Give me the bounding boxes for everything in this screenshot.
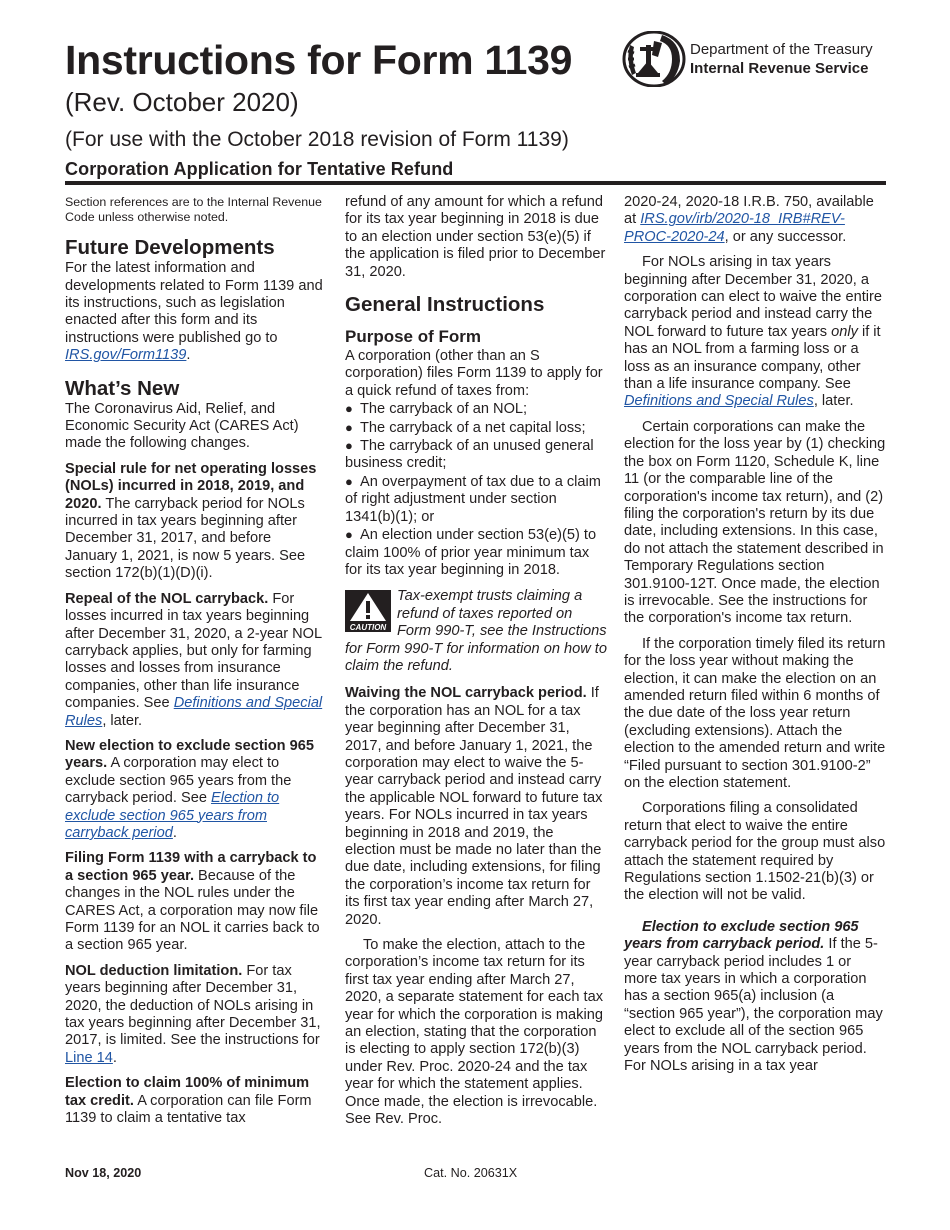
heading-future-developments: Future Developments [65,236,275,260]
future-developments-text: For the latest information and developments related to Form 1139 and its instructions, such as legislation enacted after this form and its instructions were published go to IRS.gov/Form1139. [65,260,323,364]
post-2020-paragraph: For NOLs arising in tax years beginning after December 31, 2020, a corporation can elect to waive the entire carryback period and instead carry the NOL forward to future tax years only if it has an NOL from a farming loss or a loss as an insurance company, other than a life insurance company. See Definitions and Special Rules, later. [624,254,882,410]
bullet-icon: ● [345,438,353,454]
list-item: ● An overpayment of tax due to a claim of right adjustment under section 1341(b)(1); or [345,473,601,525]
bullet-icon: ● [345,473,353,489]
waiving-paragraph: Waiving the NOL carryback period. If the corporation has an NOL for a tax year beginning after December 31, 2017, and before January 1, 2021, the corporation may elect to waive the 5-year carryback period and instead carry the applicable NOL forward to future tax years. For NOLs incurred in tax years beginning in 2018 and 2019, the election must be made no later than the due date, including extensions, for filing the corporation’s income tax return for its first tax year ending after March 27, 2020. [345,685,603,928]
make-election-paragraph: To make the election, attach to the corporation’s income tax return for its first tax year ending after March 27, 2020, a separate statement for each tax year for which the corporation is making an election, stating that the corporation is electing to apply section 172(b)(3) under Rev. Proc. 2020-24 and the tax year for which the statement applies. Once made, the election is irrevocable. See Rev. Proc. [345,937,603,1128]
heading-purpose-of-form: Purpose of Form [345,327,482,347]
purpose-list [345,400,607,579]
special-rule-paragraph: Special rule for net operating losses (NOLs) incurred in 2018, 2019, and 2020. The carryback period for NOLs incurred in tax years beginning after December 31, 2017, and before January 1, 2021, is now 5 years. See section 172(b)(1)(D)(i). [65,460,317,582]
bullet-icon: ● [345,401,353,417]
link-definitions-special-rules-2[interactable]: Definitions and Special Rules [624,393,814,410]
agency-block [622,31,873,87]
purpose-intro: A corporation (other than an S corporation) files Form 1139 to apply for a quick refund of taxes from: [345,348,603,399]
irs-eagle-logo-icon [622,31,686,87]
heading-whats-new: What’s New [65,376,180,400]
svg-text:CAUTION: CAUTION [349,623,387,633]
catalog-number: Cat. No. 20631X [424,1166,518,1180]
for-use-note: (For use with the October 2018 revision of Form 1139) [65,128,569,151]
nol-limitation-paragraph: NOL deduction limitation. For tax years beginning after December 31, 2020, the deduction of NOLs arising in tax years beginning after December 31, 2017, is limited. See the instructions for Line 14. [65,962,321,1066]
timely-filed-paragraph: If the corporation timely filed its return for the loss year without making the election, it can make the election on an amended return filed within 6 months of the due date of the loss year return (excluding extensions). Attach the election to the amended return and write “Filed pursuant to section 301.9100-2” on the election statement. [624,635,886,791]
caution-note [345,588,607,675]
list-item: ● The carryback of an unused general business credit; [345,438,594,472]
new-election-paragraph: New election to exclude section 965 years. A corporation may elect to exclude section 965 years from the carryback period. See Election to exclude section 965 years from carryback period. [65,737,314,841]
repeal-paragraph: Repeal of the NOL carryback. For losses incurred in tax years beginning after December 31, 2020, a 2-year NOL carryback applies, but only for farming losses and losses from insurance companies, other than life insurance companies. See Definitions and Special Rules, later. [65,590,323,729]
column-3 [624,194,886,1076]
link-irs-form1139[interactable]: IRS.gov/Form1139 [65,347,187,364]
consolidated-paragraph: Corporations filing a consolidated return that elect to waive the entire carryback period for the group must also attach the statement required by Regulations section 1.1502-21(b)(3) or the election will not be valid. [624,800,886,904]
form-subtitle: Corporation Application for Tentative Refund [65,159,454,179]
footer-date: Nov 18, 2020 [65,1166,142,1180]
exclude-965-paragraph: Election to exclude section 965 years from carryback period. If the 5-year carryback period includes 1 or more tax years in which a corporation has a section 965(a) inclusion (a “section 965 year”), the corporation may elect to exclude all of the section 965 years from the NOL carryback period. For NOLs arising in a tax year [624,918,883,1075]
link-irb-rev-proc[interactable]: IRS.gov/irb/2020-18_IRB#REV-PROC-2020-24 [624,211,845,245]
caution-text: Tax-exempt trusts claiming a refund of taxes reported on Form 990-T, see the Instructions for Form 990-T for information on how to claim the refund. [345,588,607,674]
bullet-icon: ● [345,419,353,435]
list-item: ● The carryback of a net capital loss; [345,419,586,436]
caution-icon [345,590,391,632]
column-2 [345,194,607,1129]
title-divider [65,181,886,185]
agency-name: Internal Revenue Service [690,60,869,77]
section-references-note: Section references are to the Internal Revenue Code unless otherwise noted. [65,195,322,224]
election-100-paragraph: Election to claim 100% of minimum tax credit. A corporation can file Form 1139 to claim a tentative tax [65,1075,312,1127]
heading-general-instructions: General Instructions [345,293,545,317]
department-name: Department of the Treasury [690,41,873,58]
link-election-exclude-965[interactable]: Election to exclude section 965 years from carryback period [65,790,280,841]
link-line-14[interactable]: Line 14 [65,1049,113,1066]
link-definitions-special-rules[interactable]: Definitions and Special Rules [65,695,323,729]
column-1 [65,194,327,1127]
rev-proc-continued: 2020-24, 2020-18 I.R.B. 750, available at IRS.gov/irb/2020-18_IRB#REV-PROC-2020-24, or any successor. [624,194,874,245]
continued-refund-text: refund of any amount for which a refund for its tax year beginning in 2018 is due to an election under section 53(e)(5) if the application is filed prior to December 31, 2020. [345,194,606,280]
page-title: Instructions for Form 1139 [65,37,573,83]
certain-corporations-paragraph: Certain corporations can make the election for the loss year by (1) checking the box on Form 1120, Schedule K, line 11 (or the comparable line of the corporation's income tax return), and (2) filing the corporation's return by its due date, including extensions. In this case, do not attach the statement described in Temporary Regulations section 301.9100-12T. Once made, the election is irrevocable. See the instructions for the corporation's income tax return. [624,418,886,627]
bullet-icon: ● [345,527,353,543]
whats-new-intro: The Coronavirus Aid, Relief, and Economic Security Act (CARES Act) made the following changes. [65,400,299,452]
filing-965-paragraph: Filing Form 1139 with a carryback to a section 965 year. Because of the changes in the NOL rules under the CARES Act, a corporation may now file Form 1139 for an NOL it carries back to a section 965 year. [65,850,320,954]
list-item: ● The carryback of an NOL; [345,401,528,418]
revision-date: (Rev. October 2020) [65,87,299,117]
list-item: ● An election under section 53(e)(5) to claim 100% of prior year minimum tax for its tax year beginning in 2018. [345,527,597,578]
